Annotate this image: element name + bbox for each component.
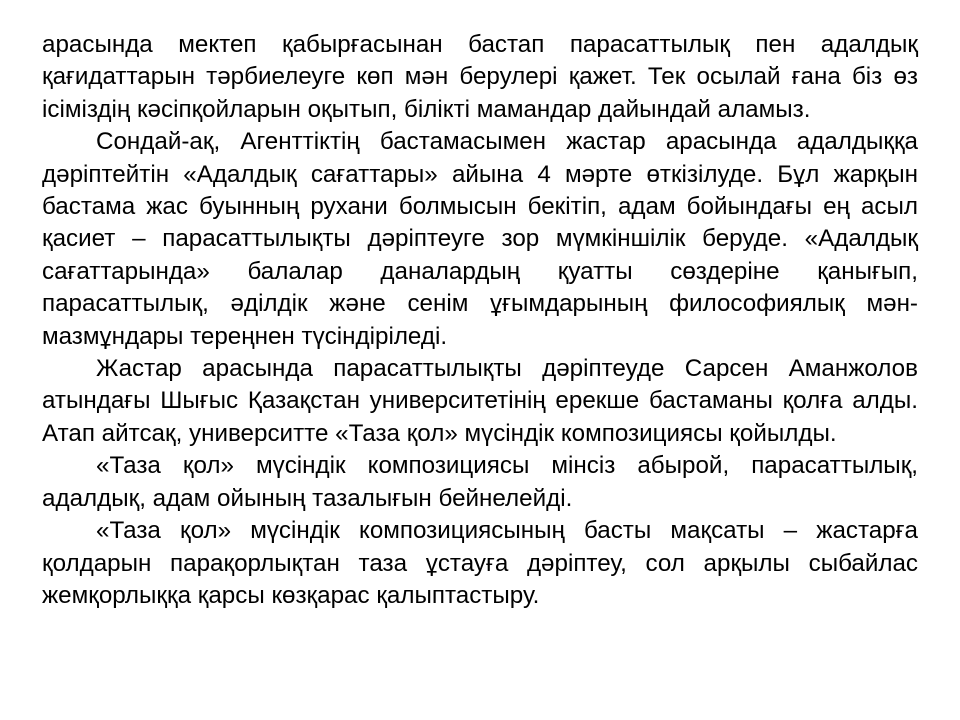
paragraph-sculpture-meaning: «Таза қол» мүсіндік композициясы мінсіз абырой, парасаттылық, адалдық, адам ойының тазалығын бейнелейді.	[42, 452, 918, 512]
paragraph-adaldyq-sagattary: Сондай-ақ, Агенттіктің бастамасымен жастар арасында адалдыққа дәріптейтін «Адалдық сағаттары» айына 4 мәрте өткізілуде. Бұл жарқын бастама жас буынның рухани болмысын бекітіп, адам бойындағы ең асыл қасиет – парасаттылықты дәріптеуге зор мүмкіншілік беруде. «Адалдық сағаттарында» балалар даналардың қуатты сөздеріне қанығып, парасаттылық, әділдік және сенім ұғымдарының философиялық мән-мазмұндары тереңнен түсіндіріледі.	[42, 128, 918, 350]
paragraph-university-initiative: Жастар арасында парасаттылықты дәріптеуде Сарсен Аманжолов атындағы Шығыс Қазақстан университетінің ерекше бастаманы қолға алды. Атап айтсақ, университте «Таза қол» мүсіндік композициясы қойылды.	[42, 355, 918, 447]
paragraph-sculpture-purpose: «Таза қол» мүсіндік композициясының басты мақсаты – жастарға қолдарын парақорлықтан таза ұстауға дәріптеу, сол арқылы сыбайлас жемқорлыққа қарсы көзқарас қалыптастыру.	[42, 517, 918, 609]
document-page	[42, 29, 918, 612]
paragraph-continuation: арасында мектеп қабырғасынан бастап парасаттылық пен адалдық қағидаттарын тәрбиелеуге көп мән берулері қажет. Тек осылай ғана біз өз ісіміздің кәсіпқойларын оқытып, білікті мамандар дайындай аламыз.	[42, 31, 918, 123]
